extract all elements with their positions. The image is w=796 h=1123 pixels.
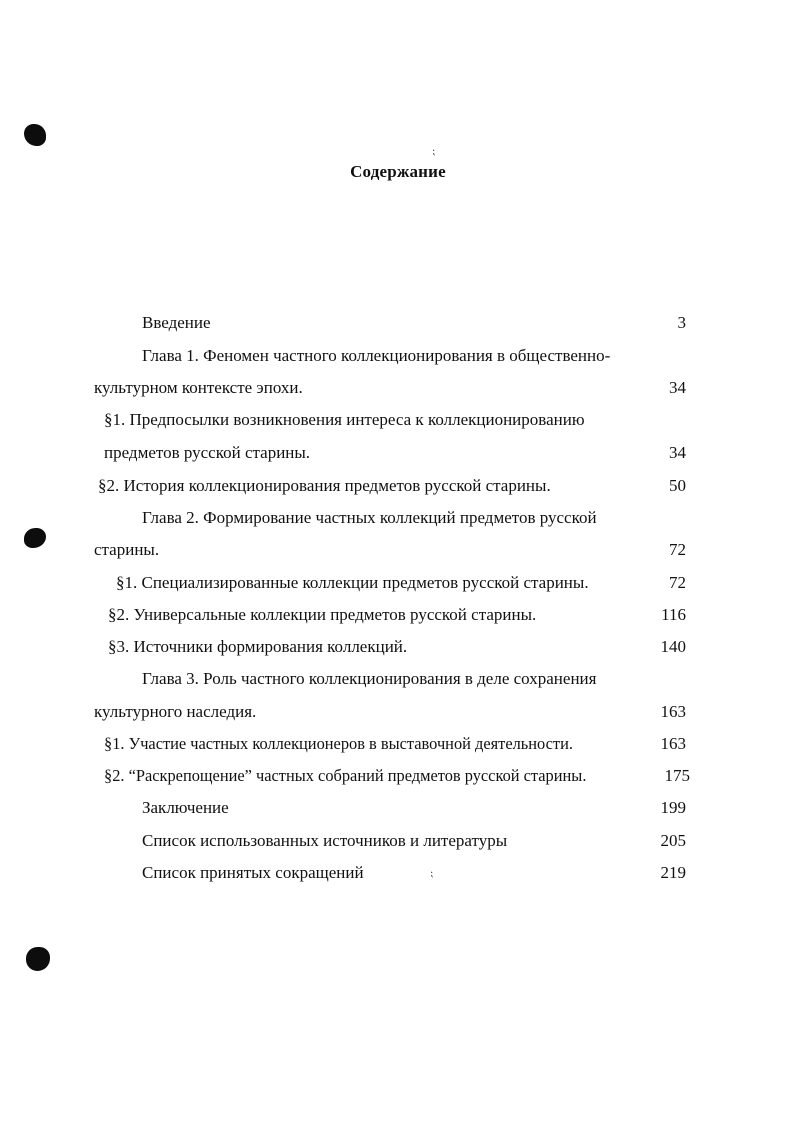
toc-page-number: 34 [669,443,686,462]
toc-page-number: 3 [677,313,686,332]
toc-page-number: 72 [669,540,686,559]
punch-hole-blot-top [24,124,46,146]
toc-entry: предметов русской старины. [104,443,311,462]
toc-entry: Список использованных источников и литературы [142,831,508,850]
scan-speck: ⁏ [430,868,434,879]
toc-entry: §2. “Раскрепощение” частных собраний предметов русской старины. [104,766,587,785]
punch-hole-blot-middle [24,528,46,548]
toc-entry: §2. Универсальные коллекции предметов русской старины. [108,605,537,624]
toc-page-number: 205 [660,831,686,850]
toc-entry: старины. [94,540,160,559]
toc-page-number: 34 [669,378,686,397]
toc-entry: культурного наследия. [94,702,257,721]
page-title: Содержание [350,162,446,181]
scan-speck: ⁏ [432,146,436,157]
toc-entry: культурном контексте эпохи. [94,378,303,397]
toc-entry: Список принятых сокращений [142,863,364,882]
toc-entry: Глава 2. Формирование частных коллекций предметов русской [142,508,597,527]
toc-entry: §2. История коллекционирования предметов русской старины. [98,476,551,495]
toc-page-number: 219 [660,863,686,882]
toc-entry: §3. Источники формирования коллекций. [108,637,408,656]
toc-entry: Заключение [142,798,229,817]
toc-page-number: 140 [660,637,686,656]
toc-entry: §1. Предпосылки возникновения интереса к коллекционированию [104,410,585,429]
toc-entry: Введение [142,313,211,332]
toc-page-number: 72 [669,573,686,592]
toc-page-number: 163 [660,702,686,721]
toc-entry: §1. Специализированные коллекции предметов русской старины. [116,573,589,592]
toc-page-number: 199 [660,798,686,817]
punch-hole-blot-bottom [26,947,50,971]
toc-page-number: 116 [661,605,686,624]
toc-entry: §1. Участие частных коллекционеров в выставочной деятельности. [104,734,573,753]
toc-page-number: 50 [669,476,686,495]
toc-page-number: 163 [660,734,686,753]
toc-page-number: 175 [664,766,690,785]
toc-entry: Глава 3. Роль частного коллекционирования в деле сохранения [142,669,597,688]
toc-entry: Глава 1. Феномен частного коллекционирования в общественно- [142,346,611,365]
